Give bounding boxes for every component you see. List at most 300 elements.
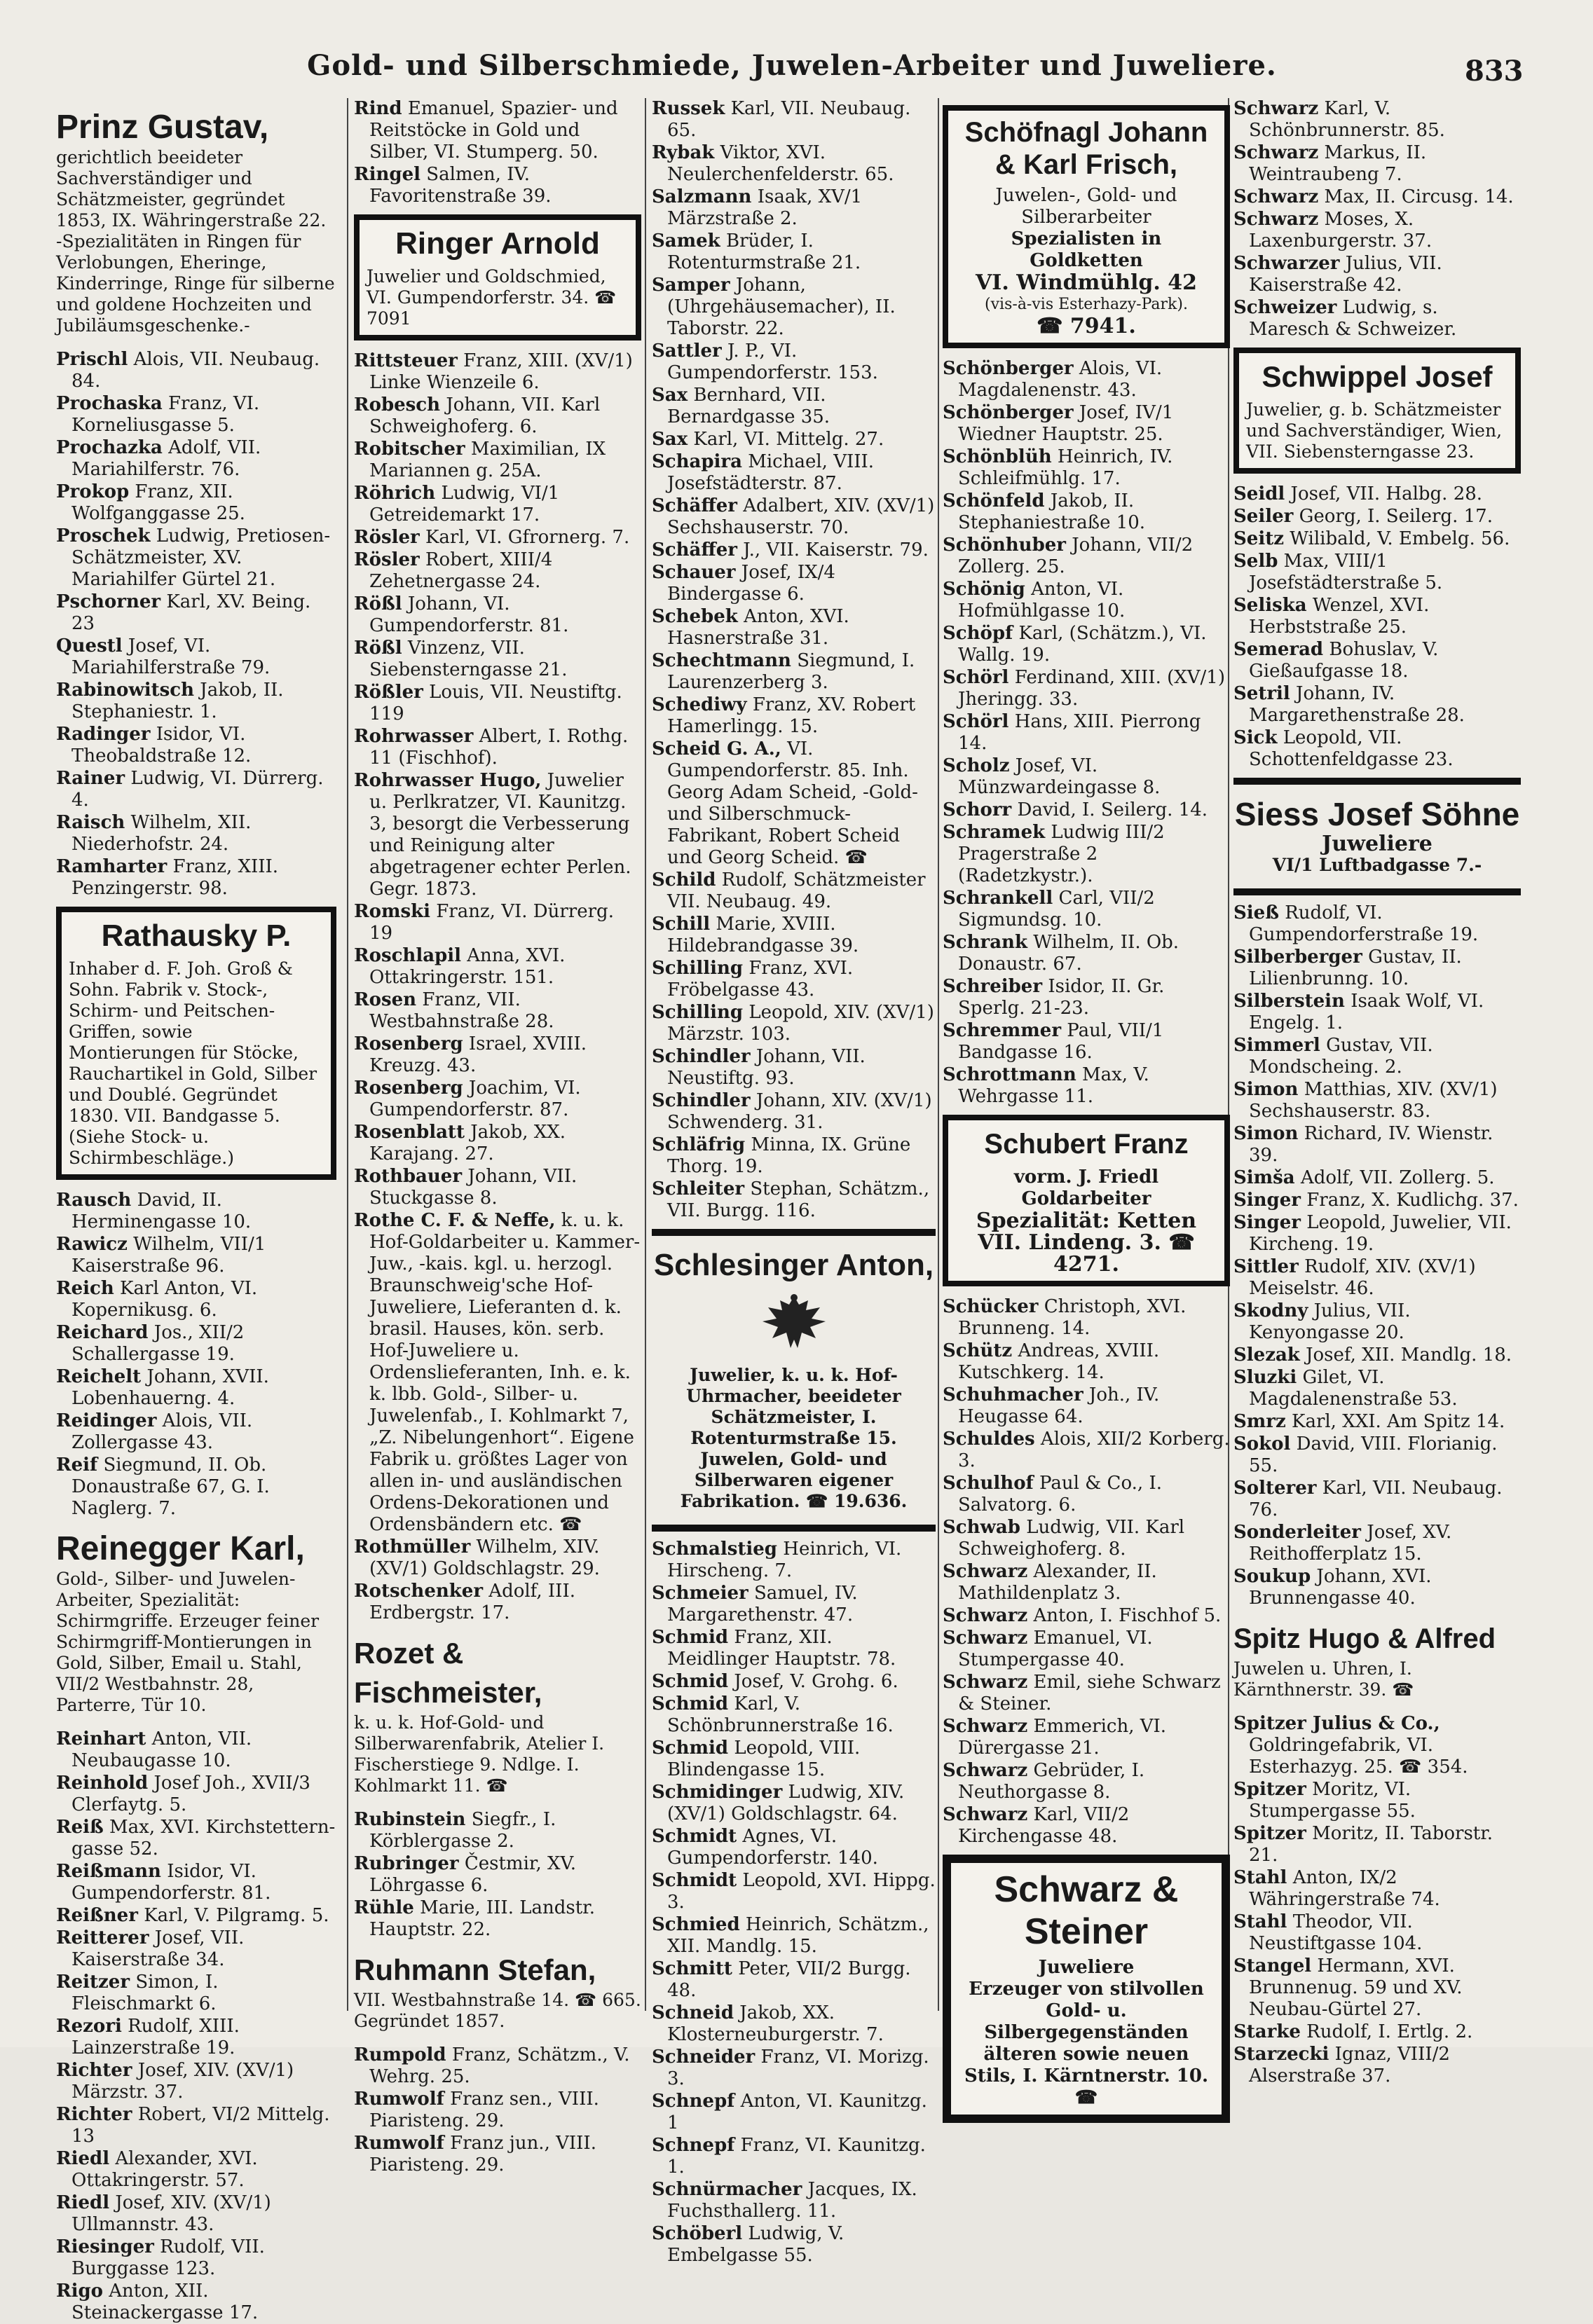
entry-name: Reinhart xyxy=(56,1728,146,1749)
directory-entry xyxy=(943,579,1230,622)
entry-address: Ludwig, Pretiosen-Schätzmeister, XV. Mariahilfer Gürtel 21. xyxy=(71,525,331,590)
entry-address: Paul & Co., I. Salvatorg. 6. xyxy=(958,1473,1162,1515)
entry-address: Karl, VII. Neubaug. 65. xyxy=(667,98,911,141)
directory-entry xyxy=(1233,1123,1521,1167)
entry-address: Wilhelm, II. Ob. Donaustr. 67. xyxy=(958,932,1180,975)
ad-body: Juwelier, k. u. k. Hof-Uhrmacher, beeideter Schätzmeister, I. Rotenturmstraße 15. Juwelen, Gold- und Silberwaren eigener Fabrikation. ☎ 19.636. xyxy=(680,1365,908,1511)
directory-entry xyxy=(1233,1823,1521,1866)
entry-name: Starke xyxy=(1233,2021,1301,2042)
ad-body: Juwelen u. Uhren, I. Kärnthnerstr. 39. ☎ xyxy=(1233,1658,1414,1700)
entry-address: Viktor, XVI. Neulerchenfelderstr. 65. xyxy=(667,142,894,185)
entry-address: Richard, IV. Wienstr. 39. xyxy=(1249,1123,1493,1166)
entry-name: Schütz xyxy=(943,1340,1013,1361)
directory-entry xyxy=(652,1738,936,1781)
entry-address: Georg, I. Seilerg. 17. xyxy=(1299,506,1493,527)
entry-list xyxy=(56,349,336,900)
ad-body: Gold-, Silber- und Juwelen-Arbeiter, Spezialität: Schirmgriffe. Erzeuger feiner Schirmgriff-Montierungen in Gold, Silber, Email u. Stahl, VII/2 Westbahnstr. 28, Parterre, Tür 10. xyxy=(56,1569,320,1715)
directory-entry xyxy=(1233,1212,1521,1256)
directory-entry xyxy=(652,2223,936,2267)
divider xyxy=(1233,888,1521,895)
entry-address: Johann, VII. Stuckgasse 8. xyxy=(369,1166,577,1209)
entry-list xyxy=(56,1728,336,2324)
entry-name: Sieß xyxy=(1233,902,1279,923)
entry-name: Schuldes xyxy=(943,1429,1035,1450)
directory-entry xyxy=(354,1581,641,1624)
ad-schwarz-steiner xyxy=(943,1855,1230,2123)
entry-name: Reidinger xyxy=(56,1410,157,1431)
entry-address: Franz, X. Kudlichg. 37. xyxy=(1306,1190,1519,1211)
entry-address: Karl, VII. Neubaug. 76. xyxy=(1249,1478,1503,1520)
ad-body: Erzeuger von stilvollen Gold- u. Silbergegenständen älteren sowie neuen Stils, I. Kärntnerstr. 10. ☎ xyxy=(964,1979,1209,2108)
entry-address: Anton, VI. Kaunitzg. 1 xyxy=(667,2091,927,2133)
entry-name: Schauer xyxy=(652,562,736,583)
entry-name: Schwarz xyxy=(943,1605,1028,1626)
entry-name: Schönig xyxy=(943,579,1025,600)
column-1 xyxy=(56,98,336,2323)
ad-body: Juwelier, g. b. Schätzmeister und Sachverständiger, Wien, VII. Siebensterngasse 23. xyxy=(1246,399,1503,462)
directory-entry xyxy=(943,623,1230,666)
entry-address: Josef Joh., XVII/3 Clerfaytg. 5. xyxy=(71,1773,310,1815)
directory-entry xyxy=(943,1672,1230,1715)
entry-list xyxy=(1233,1713,1521,2087)
entry-name: Rohrwasser xyxy=(354,726,474,747)
entry-name: Reiß xyxy=(56,1817,104,1838)
directory-entry xyxy=(56,1322,336,1366)
directory-entry xyxy=(943,799,1230,821)
directory-entry xyxy=(354,439,641,482)
ad-line: Spezialität: Ketten xyxy=(976,1209,1197,1233)
directory-entry xyxy=(56,2060,336,2103)
directory-entry xyxy=(1233,551,1521,594)
directory-entry xyxy=(56,481,336,525)
ad-ruhmann-stefan xyxy=(354,1948,641,2035)
entry-name: Seitz xyxy=(1233,528,1284,549)
entry-list xyxy=(943,358,1230,1108)
directory-entry xyxy=(56,525,336,591)
directory-entry xyxy=(354,1536,641,1580)
entry-address: Karl, XV. Being. 23 xyxy=(71,591,311,634)
column-rule xyxy=(938,98,939,2011)
entry-name: Rumwolf xyxy=(354,2133,444,2154)
entry-name: Rosenberg xyxy=(354,1033,463,1054)
entry-name: Schwarz xyxy=(943,1561,1028,1582)
entry-name: Rawicz xyxy=(56,1234,128,1255)
entry-address: Jakob, II. Stephaniestr. 1. xyxy=(71,680,284,722)
entry-address: Bohuslav, V. Gießaufgasse 18. xyxy=(1249,639,1439,682)
directory-entry xyxy=(652,1539,936,1582)
directory-entry xyxy=(943,1384,1230,1428)
entry-name: Smrz xyxy=(1233,1411,1286,1432)
entry-address: Isidor, VI. Gumpendorferstr. 81. xyxy=(71,1861,271,1904)
entry-address: Gustav, II. Lilienbrunng. 10. xyxy=(1249,947,1462,989)
directory-entry xyxy=(354,1078,641,1121)
column-3 xyxy=(652,98,936,2266)
entry-name: Rühle xyxy=(354,1897,414,1918)
entry-name: Schreiber xyxy=(943,976,1043,997)
directory-entry xyxy=(1233,1190,1521,1211)
directory-entry xyxy=(943,976,1230,1019)
entry-address: Gilet, VI. Magdalenenstraße 53. xyxy=(1249,1367,1458,1410)
entry-address: Louis, VII. Neustiftg. 119 xyxy=(369,682,622,724)
entry-name: Seidl xyxy=(1233,483,1285,504)
directory-entry xyxy=(943,822,1230,887)
entry-address: Karl, V. Pilgramg. 5. xyxy=(144,1905,329,1926)
directory-entry xyxy=(56,1773,336,1816)
entry-address: Leopold, XIV. (XV/1) Märzstr. 103. xyxy=(667,1002,934,1045)
entry-address: Gustav, VII. Mondscheing. 2. xyxy=(1249,1035,1433,1078)
entry-address: Jakob, XX. Karajang. 27. xyxy=(369,1122,566,1164)
entry-address: Isaak Wolf, VI. Engelg. 1. xyxy=(1249,991,1484,1033)
entry-address: Ludwig III/2 Pragerstraße 2 (Radetzkystr.). xyxy=(958,822,1165,886)
directory-entry xyxy=(56,768,336,811)
entry-name: Schmalstieg xyxy=(652,1539,777,1560)
directory-entry xyxy=(943,1605,1230,1627)
entry-address: Rudolf, Schätzmeister VII. Neubaug. 49. xyxy=(667,869,926,912)
directory-entry xyxy=(943,711,1230,755)
ad-title: Ruhmann Stefan, xyxy=(354,1953,596,1986)
ad-address: VI. Windmühlg. 42 xyxy=(976,270,1197,295)
entry-address: Franz, VI. Korneliusgasse 5. xyxy=(71,393,260,436)
entry-address: Johann, XIV. (XV/1) Schwenderg. 31. xyxy=(667,1090,932,1133)
entry-address: Moritz, VI. Stumpergasse 55. xyxy=(1249,1779,1416,1822)
entry-address: Rudolf, I. Ertlg. 2. xyxy=(1306,2021,1473,2042)
entry-address: Jos., XII/2 Schallergasse 19. xyxy=(71,1322,245,1365)
entry-name: Schäffer xyxy=(652,539,737,561)
directory-entry xyxy=(652,606,936,649)
directory-entry xyxy=(943,1020,1230,1064)
entry-name: Schmied xyxy=(652,1914,740,1935)
directory-entry xyxy=(652,1583,936,1626)
directory-entry xyxy=(354,2133,641,2176)
ad-prinz-gustav xyxy=(56,105,336,339)
entry-name: Romski xyxy=(354,901,430,922)
entry-address: Alois, VII. Neubaug. 84. xyxy=(71,349,320,392)
entry-name: Reinhold xyxy=(56,1773,149,1794)
directory-entry xyxy=(1233,1367,1521,1410)
directory-entry xyxy=(56,2016,336,2059)
directory-entry xyxy=(354,682,641,725)
entry-name: Rabinowitsch xyxy=(56,680,194,701)
directory-entry xyxy=(56,437,336,481)
entry-name: Reichelt xyxy=(56,1366,142,1387)
entry-name: Reißmann xyxy=(56,1861,161,1882)
directory-entry xyxy=(652,2179,936,2222)
entry-name: Singer xyxy=(1233,1190,1301,1211)
entry-name: Spitzer xyxy=(1233,1779,1306,1800)
entry-address: Marie, XVIII. Hildebrandgasse 39. xyxy=(667,914,859,956)
entry-name: Riedl xyxy=(56,2192,110,2213)
entry-name: Rothe C. F. & Neffe, xyxy=(354,1210,556,1231)
ad-schoefnagl-frisch xyxy=(943,105,1230,348)
entry-name: Schapira xyxy=(652,451,742,472)
entry-address: Franz, XII. Wolfganggasse 25. xyxy=(71,481,245,524)
directory-entry xyxy=(652,2002,936,2046)
entry-name: Schücker xyxy=(943,1296,1039,1317)
entry-address: J., VII. Kaiserstr. 79. xyxy=(743,539,929,561)
directory-entry xyxy=(354,483,641,526)
ad-title: Reinegger Karl, xyxy=(56,1530,305,1567)
entry-name: Rainer xyxy=(56,768,125,789)
entry-name: Robesch xyxy=(354,394,441,415)
directory-entry xyxy=(943,402,1230,446)
entry-address: Franz, VI. Morizg. 3. xyxy=(667,2047,929,2089)
directory-entry xyxy=(652,275,936,340)
entry-address: Jakob, II. Stephaniestraße 10. xyxy=(958,490,1146,533)
entry-address: Johann, VII. Neustiftg. 93. xyxy=(667,1046,866,1089)
entry-address: Robert, VI/2 Mittelg. 13 xyxy=(71,2104,330,2147)
directory-entry xyxy=(1233,528,1521,550)
entry-address: Joh., IV. Heugasse 64. xyxy=(958,1384,1160,1427)
entry-address: Salmen, IV. Favoritenstraße 39. xyxy=(369,164,552,207)
directory-entry xyxy=(943,1473,1230,1516)
entry-name: Schwarz xyxy=(943,1628,1028,1649)
entry-name: Prokop xyxy=(56,481,130,502)
entry-address: Alois, VII. Zollergasse 43. xyxy=(71,1410,253,1453)
entry-address: Wilibald, V. Embelg. 56. xyxy=(1290,528,1510,549)
entry-name: Sonderleiter xyxy=(1233,1522,1361,1543)
directory-entry xyxy=(1233,186,1521,208)
entry-address: Johann, IV. Margarethenstraße 28. xyxy=(1249,683,1465,726)
page-header: Gold- und Silberschmiede, Juwelen-Arbeiter und Juweliere. xyxy=(307,49,1277,82)
entry-name: Rösler xyxy=(354,527,420,548)
entry-address: Adolf, VII. Mariahilferstr. 76. xyxy=(71,437,261,480)
entry-address: Minna, IX. Grüne Thorg. 19. xyxy=(667,1134,911,1177)
entry-name: Sattler xyxy=(652,341,722,362)
directory-entry xyxy=(56,1861,336,1904)
entry-address: Anton, VI. Hofmühlgasse 10. xyxy=(958,579,1126,621)
directory-entry xyxy=(943,1760,1230,1803)
directory-entry xyxy=(652,2135,936,2178)
directory-entry xyxy=(652,1178,936,1222)
entry-address: Heinrich, IV. Schleifmühlg. 17. xyxy=(958,446,1173,489)
entry-address: Michael, VIII. Josefstädterstr. 87. xyxy=(667,451,875,494)
entry-name: Schneider xyxy=(652,2047,756,2068)
entry-address: Emmerich, VI. Dürergasse 21. xyxy=(958,1716,1167,1759)
entry-address: Čestmir, XV. Löhrgasse 6. xyxy=(369,1853,577,1896)
entry-address: Leopold, VIII. Blindengasse 15. xyxy=(667,1738,861,1780)
ad-line: vorm. J. Friedl xyxy=(1013,1167,1159,1188)
entry-name: Schönblüh xyxy=(943,446,1052,467)
directory-entry xyxy=(652,231,936,274)
directory-entry xyxy=(943,1064,1230,1108)
entry-address: Max, V. Wehrgasse 11. xyxy=(958,1064,1149,1107)
entry-address: Maximilian, IX Mariannen g. 25A. xyxy=(369,439,606,481)
directory-entry xyxy=(1233,2021,1521,2043)
ad-title: Rozet & Fischmeister, xyxy=(354,1637,542,1709)
directory-entry xyxy=(652,1671,936,1693)
ad-spitz-hugo xyxy=(1233,1616,1521,1703)
directory-entry xyxy=(354,989,641,1033)
entry-name: Schilling xyxy=(652,1002,744,1023)
entry-name: Reichard xyxy=(56,1322,149,1343)
directory-entry xyxy=(1233,297,1521,341)
entry-name: Rumwolf xyxy=(354,2089,444,2110)
directory-entry xyxy=(652,186,936,230)
directory-entry xyxy=(1233,1411,1521,1433)
entry-name: Rittsteuer xyxy=(354,350,458,371)
entry-name: Skodny xyxy=(1233,1300,1308,1321)
ad-title: Schöfnagl Johann & Karl Frisch, xyxy=(964,117,1208,180)
directory-entry xyxy=(652,429,936,451)
entry-name: Scholz xyxy=(943,755,1010,776)
entry-name: Reich xyxy=(56,1278,114,1299)
ad-line: VI/1 Luftbadgasse 7.- xyxy=(1272,855,1482,875)
entry-address: Ignaz, VIII/2 Alserstraße 37. xyxy=(1249,2044,1450,2086)
directory-entry xyxy=(1233,483,1521,505)
directory-entry xyxy=(943,358,1230,401)
ad-phone: ☎ 7941. xyxy=(1037,314,1136,338)
directory-entry xyxy=(943,1517,1230,1560)
entry-name: Slezak xyxy=(1233,1345,1300,1366)
directory-entry xyxy=(943,490,1230,534)
entry-name: Schmitt xyxy=(652,1958,732,1979)
entry-address: Robert, XIII/4 Zehetnergasse 24. xyxy=(369,549,553,592)
entry-name: Rößl xyxy=(354,638,402,659)
ad-line: VII. Lindeng. 3. ☎ 4271. xyxy=(978,1230,1195,1277)
entry-name: Schulhof xyxy=(943,1473,1034,1494)
directory-entry xyxy=(1233,947,1521,990)
entry-name: Soukup xyxy=(1233,1566,1311,1587)
entry-name: Reitterer xyxy=(56,1927,149,1948)
directory-entry xyxy=(56,1728,336,1772)
entry-name: Roschlapil xyxy=(354,945,461,966)
entry-address: Karl, XXI. Am Spitz 14. xyxy=(1292,1411,1505,1432)
entry-name: Simon xyxy=(1233,1123,1299,1144)
entry-name: Schild xyxy=(652,869,716,891)
entry-name: Setril xyxy=(1233,683,1290,704)
entry-name: Schönfeld xyxy=(943,490,1045,511)
directory-entry xyxy=(56,635,336,679)
ad-schubert-franz xyxy=(943,1115,1230,1286)
entry-name: Rösler xyxy=(354,549,420,570)
entry-name: Sluzki xyxy=(1233,1367,1297,1388)
directory-entry xyxy=(354,1122,641,1165)
entry-name: Richter xyxy=(56,2104,132,2125)
ad-body: k. u. k. Hof-Gold- und Silberwarenfabrik, Atelier I. Fischerstiege 9. Ndlge. I. Kohlmarkt 11. ☎ xyxy=(354,1712,605,1796)
directory-entry xyxy=(56,349,336,392)
directory-entry xyxy=(943,1716,1230,1759)
divider xyxy=(652,1229,936,1236)
entry-name: Rybak xyxy=(652,142,715,163)
ad-siess-josef xyxy=(1233,792,1521,879)
directory-entry xyxy=(1233,1167,1521,1189)
directory-entry xyxy=(56,2236,336,2280)
ad-body: Juwelen-, Gold- und Silberarbeiter xyxy=(995,185,1177,228)
entry-address: Heinrich, Schätzm., XII. Mandlg. 15. xyxy=(667,1914,929,1957)
entry-address: Alexander, XVI. Ottakringerstr. 57. xyxy=(71,2148,258,2191)
entry-address: Franz, XII. Meidlinger Hauptstr. 78. xyxy=(667,1627,896,1670)
column-rule xyxy=(347,98,348,2011)
directory-entry xyxy=(943,1429,1230,1472)
entry-address: Joachim, VI. Gumpendorferstr. 87. xyxy=(369,1078,581,1120)
entry-address: Franz, Schätzm., V. Wehrg. 25. xyxy=(369,2044,630,2087)
entry-name: Proschek xyxy=(56,525,151,546)
entry-address: Leopold, Juwelier, VII. Kircheng. 19. xyxy=(1249,1212,1512,1255)
entry-address: Bernhard, VII. Bernardgasse 35. xyxy=(667,385,830,427)
entry-address: Agnes, VI. Gumpendorferstr. 140. xyxy=(667,1826,878,1869)
entry-name: Reitzer xyxy=(56,1972,130,1993)
directory-entry xyxy=(1233,1478,1521,1521)
entry-name: Richter xyxy=(56,2060,132,2081)
directory-entry xyxy=(56,1410,336,1454)
entry-address: Josef, IV/1 Wiedner Hauptstr. 25. xyxy=(958,402,1174,445)
directory-entry xyxy=(1233,727,1521,771)
entry-name: Schmid xyxy=(652,1671,729,1692)
entry-name: Sax xyxy=(652,429,688,450)
entry-name: Schäffer xyxy=(652,495,737,516)
entry-address: Franz, VI. Dürrerg. 19 xyxy=(369,901,614,944)
entry-name: Russek xyxy=(652,98,725,119)
entry-name: Simša xyxy=(1233,1167,1295,1188)
directory-entry xyxy=(652,650,936,694)
entry-name: Samek xyxy=(652,231,720,252)
directory-entry xyxy=(354,2044,641,2088)
directory-entry xyxy=(1233,1566,1521,1609)
directory-entry xyxy=(652,1046,936,1089)
directory-entry xyxy=(652,1134,936,1178)
entry-name: Schneid xyxy=(652,2002,734,2023)
directory-entry xyxy=(1233,1035,1521,1078)
entry-address: Johann, VI. Gumpendorferstr. 81. xyxy=(369,593,569,636)
entry-address: Isidor, II. Gr. Sperlg. 21-23. xyxy=(958,976,1165,1019)
entry-address: Carl, VII/2 Sigmundsg. 10. xyxy=(958,888,1155,930)
directory-entry xyxy=(354,945,641,989)
entry-name: Sokol xyxy=(1233,1433,1291,1455)
entry-address: Josef, VI. Münzwardeingasse 8. xyxy=(958,755,1161,798)
ad-line: Juweliere xyxy=(1038,1957,1135,1978)
directory-entry xyxy=(943,755,1230,799)
entry-address: Rudolf, VI. Gumpendorferstraße 19. xyxy=(1249,902,1479,945)
directory-entry xyxy=(652,1870,936,1913)
entry-address: Ludwig, VII. Karl Schweighoferg. 8. xyxy=(958,1517,1185,1560)
entry-name: Röhrich xyxy=(354,483,436,504)
entry-address: Peter, VII/2 Burgg. 48. xyxy=(667,1958,911,2001)
directory-entry xyxy=(652,694,936,738)
entry-name: Rausch xyxy=(56,1190,132,1211)
entry-name: Schläfrig xyxy=(652,1134,746,1155)
directory-entry xyxy=(652,98,936,142)
entry-name: Schnepf xyxy=(652,2135,735,2156)
entry-address: Rudolf, VII. Burggasse 123. xyxy=(71,2236,265,2279)
directory-entry xyxy=(652,1958,936,2002)
entry-address: Stephan, Schätzm., VII. Burgg. 116. xyxy=(667,1178,930,1221)
entry-name: Reißner xyxy=(56,1905,138,1926)
entry-name: Solterer xyxy=(1233,1478,1317,1499)
entry-address: Karl, V. Schönbrunnerstraße 16. xyxy=(667,1693,894,1736)
entry-list xyxy=(354,1809,641,1941)
entry-name: Rößl xyxy=(354,593,402,614)
directory-entry xyxy=(943,888,1230,931)
entry-list xyxy=(652,1539,936,2267)
directory-entry xyxy=(1233,1300,1521,1344)
entry-address: Anton, VII. Neubaugasse 10. xyxy=(71,1728,252,1771)
directory-entry xyxy=(652,1782,936,1825)
directory-entry xyxy=(354,1897,641,1941)
column-rule xyxy=(645,98,646,2011)
entry-name: Schorr xyxy=(943,799,1012,820)
ad-rathausky xyxy=(56,907,336,1180)
directory-entry xyxy=(354,527,641,549)
entry-address: Hermann, XVI. Brunnenug. 59 und XV. Neubau-Gürtel 27. xyxy=(1249,1955,1463,2020)
entry-address: Josef, XV. Reithofferplatz 15. xyxy=(1249,1522,1452,1565)
directory-entry xyxy=(354,1853,641,1897)
directory-entry xyxy=(652,738,936,869)
entry-name: Rothmüller xyxy=(354,1536,471,1558)
entry-address: Franz, VI. Kaunitzg. 1. xyxy=(667,2135,926,2178)
directory-entry xyxy=(652,1627,936,1670)
directory-entry xyxy=(56,591,336,635)
directory-entry xyxy=(354,1809,641,1852)
